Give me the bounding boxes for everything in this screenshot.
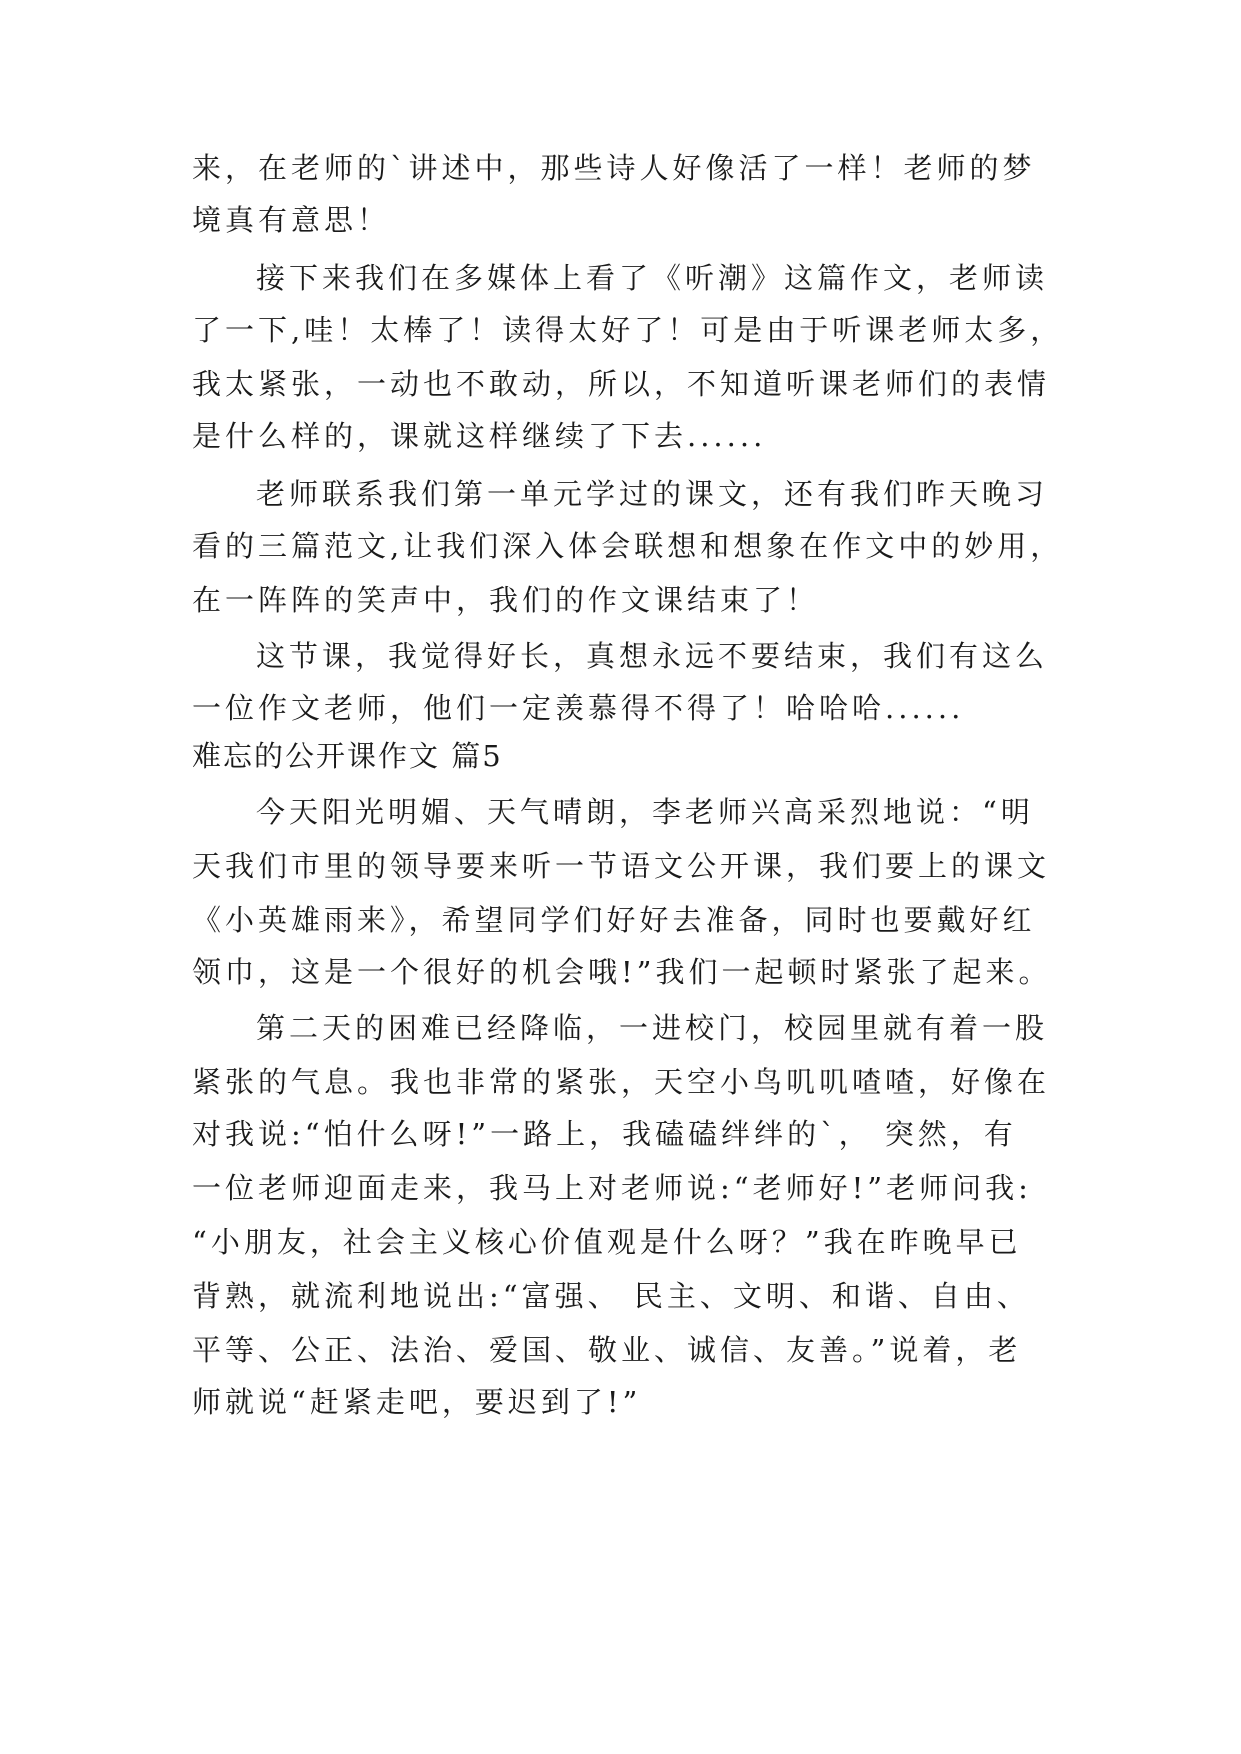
paragraph-start-line: 第二天的困难已经降临，一进校门，校园里就有着一股 xyxy=(256,1011,1049,1045)
text-line: 境真有意思！ xyxy=(192,203,391,237)
text-line: 平等、公正、法治、爱国、敬业、诚信、友善。”说着，老 xyxy=(192,1333,1022,1367)
text-line: 领巾，这是一个很好的机会哦!”我们一起顿时紧张了起来。 xyxy=(192,955,1052,989)
text-line: 一位老师迎面走来，我马上对老师说:“老师好!”老师问我: xyxy=(192,1171,1032,1205)
text-line: 天我们市里的领导要来听一节语文公开课，我们要上的课文 xyxy=(192,849,1051,883)
paragraph-start-line: 这节课，我觉得好长，真想永远不要结束，我们有这么 xyxy=(256,639,1049,673)
section-heading: 难忘的公开课作文 篇5 xyxy=(192,739,503,773)
text-line: 来，在老师的`讲述中，那些诗人好像活了一样！老师的梦 xyxy=(192,151,1036,185)
paragraph-start-line: 老师联系我们第一单元学过的课文，还有我们昨天晚习 xyxy=(256,477,1049,511)
text-line: 紧张的气息。我也非常的紧张，天空小鸟叽叽喳喳，好像在 xyxy=(192,1065,1051,1099)
text-line: 我太紧张，一动也不敢动，所以，不知道听课老师们的表情 xyxy=(192,367,1051,401)
text-line: 是什么样的，课就这样继续了下去...... xyxy=(192,419,767,453)
text-line: “小朋友，社会主义核心价值观是什么呀？”我在昨晚早已 xyxy=(192,1225,1022,1259)
paragraph-start-line: 接下来我们在多媒体上看了《听潮》这篇作文，老师读 xyxy=(256,261,1049,295)
text-line: 背熟，就流利地说出:“富强、 民主、文明、和谐、自由、 xyxy=(192,1279,1030,1313)
text-line: 在一阵阵的笑声中，我们的作文课结束了！ xyxy=(192,583,820,617)
text-line: 《小英雄雨来》，希望同学们好好去准备，同时也要戴好红 xyxy=(192,903,1036,937)
paragraph-start-line: 今天阳光明媚、天气晴朗，李老师兴高采烈地说：“明 xyxy=(256,795,1034,829)
text-line: 一位作文老师，他们一定羡慕得不得了！哈哈哈...... xyxy=(192,691,965,725)
text-line: 师就说“赶紧走吧，要迟到了!” xyxy=(192,1385,642,1419)
text-line: 对我说:“怕什么呀!”一路上，我磕磕绊绊的`， 突然，有 xyxy=(192,1117,1017,1151)
text-line: 看的三篇范文,让我们深入体会联想和想象在作文中的妙用， xyxy=(192,529,1064,563)
text-line: 了一下,哇！太棒了！读得太好了！可是由于听课老师太多， xyxy=(192,313,1064,347)
